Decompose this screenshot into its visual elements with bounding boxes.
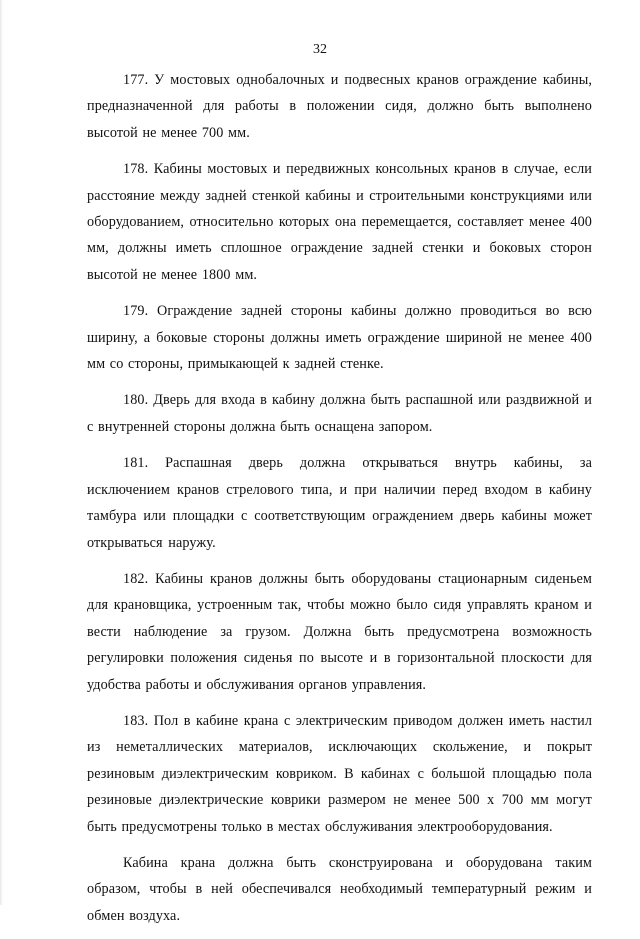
document-body — [87, 67, 592, 939]
paragraph-179: 179. Ограждение задней стороны кабины должно проводиться во всю ширину, а боковые стороны должны иметь ограждение шириной не менее 400 мм со стороны, примыкающей к задней стенке. — [87, 303, 592, 373]
paragraph-cabin-climate: Кабина крана должна быть сконструирована и оборудована таким образом, чтобы в ней обеспечивался необходимый температурный режим и обмен воздуха. — [87, 854, 592, 924]
paragraph-177: 177. У мостовых однобалочных и подвесных кранов ограждение кабины, предназначенной для работы в положении сидя, должно быть выполнено высотой не менее 700 мм. — [87, 72, 592, 141]
paragraph-178: 178. Кабины мостовых и передвижных консольных кранов в случае, если расстояние между задней стенкой кабины и строительными конструкциями или оборудованием, относительно которых она перемещается, составляет менее 400 мм, должны иметь сплошное ограждение задней стенки и боковых сторон высотой не менее 1800 мм. — [87, 161, 592, 283]
paragraph-183: 183. Пол в кабине крана с электрическим приводом должен иметь настил из неметаллических материалов, исключающих скольжение, и покрыт резиновым диэлектрическим ковриком. В кабинах с большой площадью пола резиновые диэлектрические коврики размером не менее 500 х 700 мм могут быть предусмотрены только в местах обслуживания электрооборудования. — [87, 712, 592, 835]
page-edge-shadow — [0, 0, 3, 905]
paragraph-180: 180. Дверь для входа в кабину должна быть распашной или раздвижной и с внутренней стороны должна быть оснащена запором. — [87, 392, 592, 435]
paragraph-182: 182. Кабины кранов должны быть оборудованы стационарным сиденьем для крановщика, устроенным так, чтобы можно было сидя управлять краном и вести наблюдение за грузом. Должна быть предусмотрена возможность регулировки положения сиденья по высоте и в горизонтальной плоскости для удобства работы и обслуживания органов управления. — [87, 570, 592, 693]
page-number: 32 — [313, 42, 327, 57]
paragraph-181: 181. Распашная дверь должна открываться внутрь кабины, за исключением кранов стрелового типа, и при наличии перед входом в кабину тамбура или площадки с соответствующим ограждением дверь кабины может открываться наружу. — [87, 455, 592, 551]
